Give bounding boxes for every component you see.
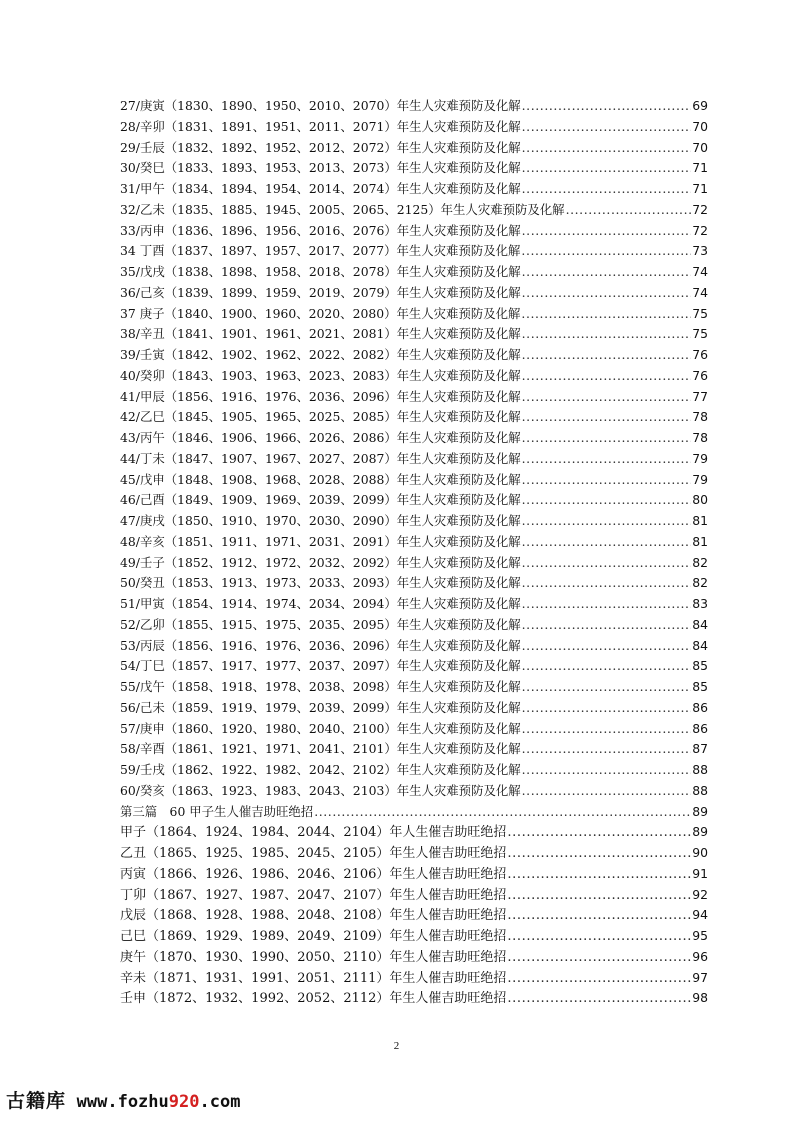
toc-entry-title: 52/乙卯（1855、1915、1975、2035、2095）年生人灾难预防及化解 xyxy=(120,616,521,632)
toc-entry[interactable] xyxy=(120,698,708,719)
toc-entry-title: 27/庚寅（1830、1890、1950、2010、2070）年生人灾难预防及化解 xyxy=(120,98,521,113)
toc-entry-page: 84 xyxy=(692,637,708,653)
toc-leader-dots xyxy=(522,221,692,242)
toc-entry-title: 33/丙申（1836、1896、1956、2016、2076）年生人灾难预防及化解 xyxy=(120,222,521,238)
toc-leader-dots xyxy=(522,739,692,760)
toc-entry-page: 70 xyxy=(692,139,708,155)
toc-entry[interactable] xyxy=(120,926,708,947)
toc-entry[interactable] xyxy=(120,117,708,138)
toc-entry-page: 75 xyxy=(692,326,708,342)
toc-entry[interactable] xyxy=(120,96,708,117)
toc-entry[interactable] xyxy=(120,760,708,781)
toc-entry-title: 甲子（1864、1924、1984、2044、2104）年人生催吉助旺绝招 xyxy=(120,825,507,841)
toc-entry-page: 71 xyxy=(692,181,708,196)
toc-entry[interactable] xyxy=(120,470,708,491)
toc-entry[interactable] xyxy=(120,511,708,532)
toc-entry-title: 34 丁酉（1837、1897、1957、2017、2077）年生人灾难预防及化解 xyxy=(120,243,521,259)
toc-leader-dots xyxy=(522,283,692,304)
toc-leader-dots xyxy=(522,449,692,470)
toc-entry-page: 81 xyxy=(692,533,708,549)
toc-leader-dots xyxy=(522,677,692,698)
toc-leader-dots xyxy=(522,324,692,345)
toc-entry-title: 41/甲辰（1856、1916、1976、2036、2096）年生人灾难预防及化解 xyxy=(120,388,521,404)
toc-leader-dots xyxy=(507,844,691,865)
toc-leader-dots xyxy=(522,532,692,553)
toc-entry-page: 82 xyxy=(692,575,708,591)
watermark-site-name: 古籍库 xyxy=(6,1090,67,1112)
toc-entry[interactable] xyxy=(120,262,708,283)
toc-entry-title: 43/丙午（1846、1906、1966、2026、2086）年生人灾难预防及化解 xyxy=(120,430,521,445)
toc-entry-title: 54/丁巳（1857、1917、1977、2037、2097）年生人灾难预防及化解 xyxy=(120,658,521,674)
toc-entry-title: 38/辛丑（1841、1901、1961、2021、2081）年生人灾难预防及化解 xyxy=(120,326,521,342)
toc-leader-dots xyxy=(507,948,691,969)
toc-entry[interactable] xyxy=(120,428,708,449)
toc-leader-dots xyxy=(522,553,692,574)
toc-entry-page: 98 xyxy=(692,990,708,1006)
toc-entry[interactable] xyxy=(120,324,708,345)
toc-entry-page: 89 xyxy=(692,824,708,840)
toc-entry-title: 50/癸丑（1853、1913、1973、2033、2093）年生人灾难预防及化解 xyxy=(120,575,521,591)
toc-entry[interactable] xyxy=(120,864,708,885)
toc-entry[interactable] xyxy=(120,885,708,906)
toc-leader-dots xyxy=(314,802,691,823)
toc-entry-title: 53/丙辰（1856、1916、1976、2036、2096）年生人灾难预防及化解 xyxy=(120,637,521,653)
toc-leader-dots xyxy=(507,906,691,927)
toc-entry-title: 46/己酉（1849、1909、1969、2039、2099）年生人灾难预防及化解 xyxy=(120,492,521,508)
page-number: 2 xyxy=(393,1040,400,1052)
toc-entry-page: 81 xyxy=(692,513,708,528)
toc-entry-title: 己巳（1869、1929、1989、2049、2109）年生人催吉助旺绝招 xyxy=(120,929,507,944)
toc-entry-page: 88 xyxy=(692,782,708,798)
toc-entry-title: 辛未（1871、1931、1991、2051、2111）年生人催吉助旺绝招 xyxy=(120,970,507,986)
toc-leader-dots xyxy=(522,117,692,138)
toc-leader-dots xyxy=(522,470,692,491)
toc-entry-title: 29/壬辰（1832、1892、1952、2012、2072）年生人灾难预防及化解 xyxy=(120,139,521,155)
toc-leader-dots xyxy=(522,511,692,532)
toc-entry-title: 47/庚戌（1850、1910、1970、2030、2090）年生人灾难预防及化解 xyxy=(120,513,521,528)
toc-entry[interactable] xyxy=(120,739,708,760)
toc-entry-page: 76 xyxy=(692,367,708,383)
toc-leader-dots xyxy=(522,366,692,387)
toc-entry-page: 80 xyxy=(692,492,708,508)
toc-entry-title: 60/癸亥（1863、1923、1983、2043、2103）年生人灾难预防及化解 xyxy=(120,782,521,798)
toc-entry-page: 72 xyxy=(692,201,708,217)
toc-entry-title: 58/辛酉（1861、1921、1971、2041、2101）年生人灾难预防及化解 xyxy=(120,741,521,757)
toc-entry[interactable] xyxy=(120,968,708,989)
toc-entry-page: 84 xyxy=(692,616,708,632)
toc-leader-dots xyxy=(521,241,691,262)
toc-entry-page: 70 xyxy=(692,118,708,134)
toc-entry-page: 85 xyxy=(692,679,708,694)
toc-entry-title: 40/癸卯（1843、1903、1963、2023、2083）年生人灾难预防及化解 xyxy=(120,367,521,383)
toc-entry-page: 94 xyxy=(692,907,708,923)
toc-leader-dots xyxy=(522,262,692,283)
toc-leader-dots xyxy=(522,179,692,200)
toc-entry[interactable] xyxy=(120,138,708,159)
toc-leader-dots xyxy=(522,407,692,428)
toc-entry-title: 35/戊戌（1838、1898、1958、2018、2078）年生人灾难预防及化解 xyxy=(120,264,521,279)
toc-entry[interactable] xyxy=(120,200,708,221)
toc-entry-title: 37 庚子（1840、1900、1960、2020、2080）年生人灾难预防及化解 xyxy=(120,305,521,321)
toc-entry-page: 91 xyxy=(692,865,708,881)
toc-leader-dots xyxy=(507,969,691,990)
toc-entry-page: 79 xyxy=(692,450,708,466)
toc-entry-title: 56/己未（1859、1919、1979、2039、2099）年生人灾难预防及化解 xyxy=(120,699,521,715)
toc-entry[interactable] xyxy=(120,573,708,594)
toc-entry-title: 42/乙巳（1845、1905、1965、2025、2085）年生人灾难预防及化解 xyxy=(120,409,521,425)
toc-entry[interactable] xyxy=(120,449,708,470)
toc-entry-title: 乙丑（1865、1925、1985、2045、2105）年生人催吉助旺绝招 xyxy=(120,846,507,861)
toc-entry[interactable] xyxy=(120,387,708,408)
toc-entry-page: 90 xyxy=(692,845,708,860)
toc-leader-dots xyxy=(507,865,691,886)
toc-entry-title: 55/戊午（1858、1918、1978、2038、2098）年生人灾难预防及化解 xyxy=(120,679,521,694)
toc-leader-dots xyxy=(522,594,692,615)
toc-entry[interactable] xyxy=(120,719,708,740)
toc-entry[interactable] xyxy=(120,366,708,387)
toc-leader-dots xyxy=(522,96,692,117)
toc-leader-dots xyxy=(522,698,692,719)
toc-entry-title: 59/壬戌（1862、1922、1982、2042、2102）年生人灾难预防及化解 xyxy=(120,762,521,777)
toc-entry-title: 32/乙未（1835、1885、1945、2005、2065、2125）年生人灾难预防及化解 xyxy=(120,201,565,217)
toc-entry-title: 28/辛卯（1831、1891、1951、2011、2071）年生人灾难预防及化解 xyxy=(120,118,521,134)
toc-entry-title: 庚午（1870、1930、1990、2050、2110）年生人催吉助旺绝招 xyxy=(120,949,507,965)
toc-entry-title: 31/甲午（1834、1894、1954、2014、2074）年生人灾难预防及化解 xyxy=(120,181,521,196)
toc-entry-title: 48/辛亥（1851、1911、1971、2031、2091）年生人灾难预防及化解 xyxy=(120,533,521,549)
toc-entry-page: 87 xyxy=(692,741,708,757)
toc-entry-title: 戊辰（1868、1928、1988、2048、2108）年生人催吉助旺绝招 xyxy=(120,908,507,924)
toc-entry-page: 92 xyxy=(692,886,708,902)
toc-leader-dots xyxy=(522,781,692,802)
toc-entry[interactable] xyxy=(120,822,708,843)
toc-entry[interactable] xyxy=(120,221,708,242)
watermark xyxy=(6,1086,240,1116)
watermark-url-prefix: www.fozhu xyxy=(76,1092,169,1112)
toc-entry[interactable] xyxy=(120,283,708,304)
toc-entry-title: 第三篇 60 甲子生人催吉助旺绝招 xyxy=(120,803,314,819)
toc-entry[interactable] xyxy=(120,553,708,574)
toc-entry[interactable] xyxy=(120,241,708,262)
watermark-url-suffix: .com xyxy=(199,1092,241,1112)
toc-entry[interactable] xyxy=(120,532,708,553)
watermark-url-number: 920 xyxy=(168,1092,200,1112)
toc-leader-dots xyxy=(507,927,691,948)
toc-entry-page: 83 xyxy=(692,596,708,611)
toc-leader-dots xyxy=(521,304,691,325)
toc-leader-dots xyxy=(507,886,691,907)
toc-entry[interactable] xyxy=(120,843,708,864)
toc-leader-dots xyxy=(522,158,692,179)
toc-entry-page: 82 xyxy=(692,554,708,570)
toc-entry-page: 73 xyxy=(692,243,708,259)
toc-leader-dots xyxy=(507,823,691,844)
watermark-url xyxy=(77,1092,241,1112)
toc-entry-title: 39/壬寅（1842、1902、1962、2022、2082）年生人灾难预防及化解 xyxy=(120,347,521,362)
table-of-contents xyxy=(120,96,708,1009)
toc-entry[interactable] xyxy=(120,407,708,428)
toc-entry[interactable] xyxy=(120,636,708,657)
toc-entry-title: 51/甲寅（1854、1914、1974、2034、2094）年生人灾难预防及化解 xyxy=(120,596,521,611)
toc-entry-page: 78 xyxy=(692,430,708,445)
toc-entry[interactable] xyxy=(120,594,708,615)
toc-leader-dots xyxy=(522,428,692,449)
toc-entry-title: 丙寅（1866、1926、1986、2046、2106）年生人催吉助旺绝招 xyxy=(120,866,507,882)
toc-entry-page: 85 xyxy=(692,658,708,674)
toc-entry-title: 44/丁未（1847、1907、1967、2027、2087）年生人灾难预防及化解 xyxy=(120,450,521,466)
toc-entry-page: 97 xyxy=(692,969,708,985)
toc-entry[interactable] xyxy=(120,345,708,366)
toc-entry[interactable] xyxy=(120,304,708,325)
toc-leader-dots xyxy=(566,200,692,221)
toc-entry-page: 77 xyxy=(692,388,708,404)
toc-entry[interactable] xyxy=(120,677,708,698)
toc-entry[interactable] xyxy=(120,988,708,1009)
toc-leader-dots xyxy=(522,719,692,740)
toc-entry[interactable] xyxy=(120,905,708,926)
toc-leader-dots xyxy=(522,615,692,636)
toc-entry-page: 88 xyxy=(692,762,708,777)
toc-entry[interactable] xyxy=(120,158,708,179)
toc-entry-title: 57/庚申（1860、1920、1980、2040、2100）年生人灾难预防及化解 xyxy=(120,720,521,736)
toc-entry-page: 74 xyxy=(692,264,708,279)
toc-entry-page: 86 xyxy=(692,720,708,736)
toc-entry-page: 89 xyxy=(692,803,708,819)
toc-entry-title: 36/己亥（1839、1899、1959、2019、2079）年生人灾难预防及化解 xyxy=(120,284,521,300)
toc-leader-dots xyxy=(522,345,692,366)
toc-entry-page: 95 xyxy=(692,928,708,943)
toc-entry-title: 丁卯（1867、1927、1987、2047、2107）年生人催吉助旺绝招 xyxy=(120,887,507,903)
toc-entry-page: 75 xyxy=(692,305,708,321)
toc-leader-dots xyxy=(522,760,692,781)
toc-entry-page: 79 xyxy=(692,471,708,487)
toc-entry-page: 74 xyxy=(692,284,708,300)
toc-leader-dots xyxy=(522,656,692,677)
toc-entry-title: 30/癸巳（1833、1893、1953、2013、2073）年生人灾难预防及化解 xyxy=(120,160,521,176)
toc-entry[interactable] xyxy=(120,615,708,636)
toc-entry-page: 72 xyxy=(692,222,708,238)
toc-leader-dots xyxy=(507,989,691,1010)
toc-entry[interactable] xyxy=(120,490,708,511)
toc-entry-page: 69 xyxy=(692,98,708,113)
toc-entry[interactable] xyxy=(120,179,708,200)
toc-entry-title: 壬申（1872、1932、1992、2052、2112）年生人催吉助旺绝招 xyxy=(120,991,507,1007)
toc-entry-page: 86 xyxy=(692,699,708,715)
toc-entry-title: 49/壬子（1852、1912、1972、2032、2092）年生人灾难预防及化解 xyxy=(120,554,521,570)
toc-entry-page: 96 xyxy=(692,948,708,964)
toc-leader-dots xyxy=(522,138,692,159)
toc-entry[interactable] xyxy=(120,947,708,968)
toc-entry[interactable] xyxy=(120,802,708,823)
toc-entry-page: 78 xyxy=(692,409,708,425)
toc-leader-dots xyxy=(522,490,692,511)
toc-entry[interactable] xyxy=(120,656,708,677)
toc-entry[interactable] xyxy=(120,781,708,802)
toc-entry-title: 45/戊申（1848、1908、1968、2028、2088）年生人灾难预防及化解 xyxy=(120,471,521,487)
toc-leader-dots xyxy=(522,573,692,594)
toc-entry-page: 71 xyxy=(692,160,708,176)
toc-leader-dots xyxy=(522,636,692,657)
toc-leader-dots xyxy=(522,387,692,408)
toc-entry-page: 76 xyxy=(692,347,708,362)
